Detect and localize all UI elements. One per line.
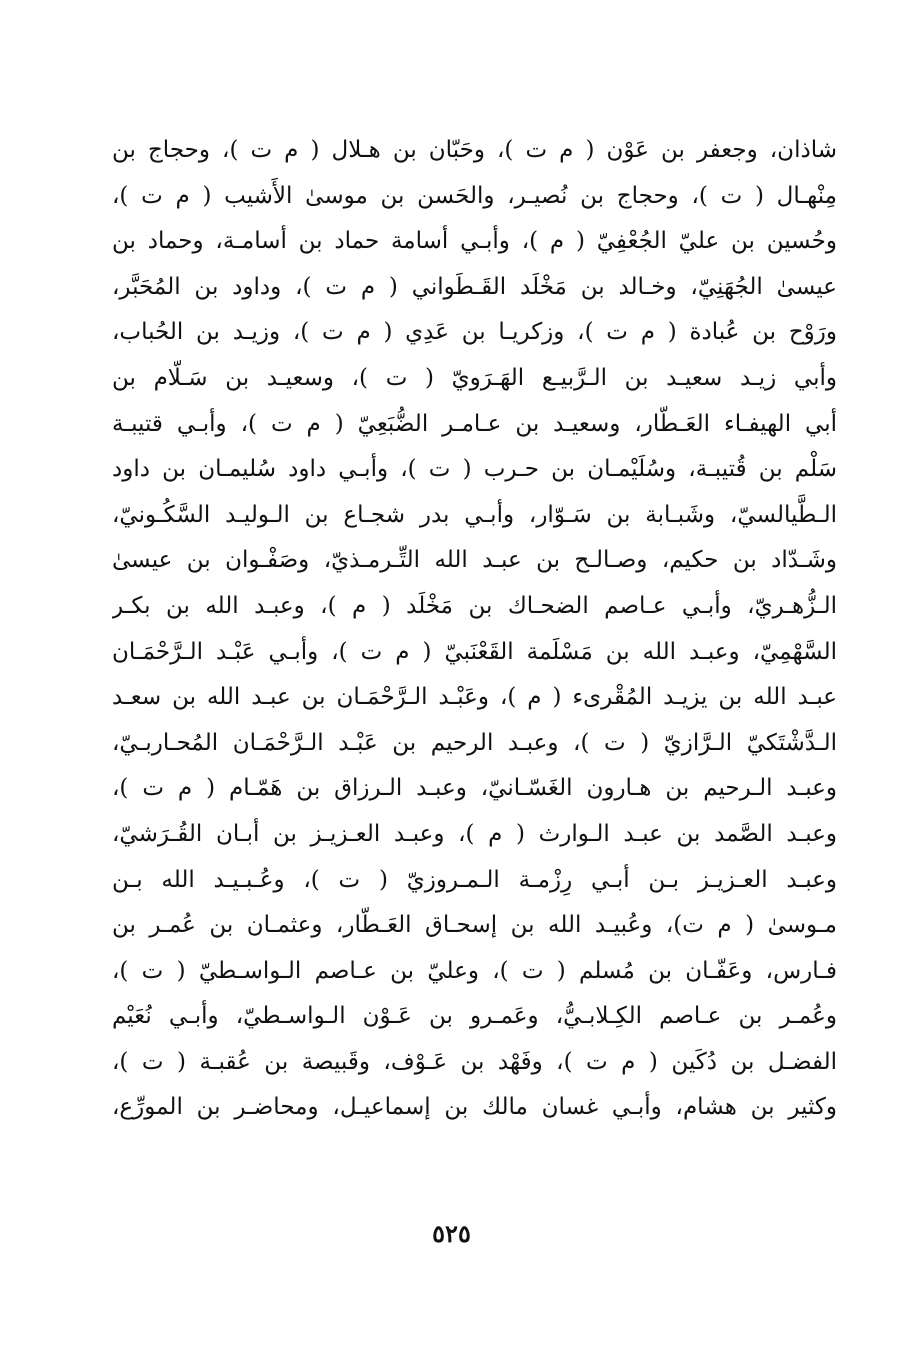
text-line: وعبـد العـزيـز بـن أبـي رِزْمـة الـمـروزيّ ( ت )، وعُـبـيـد الله بـن: [112, 866, 837, 893]
text-line: الفضـل بن دُكَين ( م ت )، وفَهْد بن عَـوْف، وقَبيصة بن عُقبـة ( ت )،: [112, 1048, 837, 1075]
text-line: وحُسين بن عليّ الجُعْفِيّ ( م )، وأبـي أسامة حماد بن أسامـة، وحماد بن: [112, 228, 837, 255]
text-line: وشَـدّاد بن حكيم، وصـالـح بن عبـد الله التِّـرمـذيّ، وصَفْـوان بن عيسىٰ: [112, 547, 837, 574]
text-line: فـارس، وعَفّـان بن مُسلم ( ت )، وعليّ بن عـاصم الـواسـطيّ ( ت )،: [112, 957, 837, 984]
text-line: وعبـد الـرحيم بن هـارون الغَسّـانيّ، وعبـد الـرزاق بن هَمّـام ( م ت )،: [112, 775, 837, 802]
text-line: مـوسىٰ ( م ت)، وعُبيـد الله بن إسحـاق العَـطّار، وعثمـان بن عُمـر بن: [112, 912, 837, 939]
text-line: عيسىٰ الجُهَنِيّ، وخـالد بن مَخْلَد القَـطَواني ( م ت )، وداود بن المُحَبَّر،: [112, 273, 837, 300]
text-line: شاذان، وجعفر بن عَوْن ( م ت )، وحَبّان بن هـلال ( م ت )، وحجاج بن: [112, 137, 837, 163]
body-text: [112, 128, 837, 1131]
text-line: مِنْهـال ( ت )، وحجاج بن نُصيـر، والحَسن بن موسىٰ الأَشيب ( م ت )،: [112, 182, 837, 209]
text-line: سَلْم بن قُتيبـة، وسُلَيْمـان بن حـرب ( ت )، وأبـي داود سُليمـان بن داود: [112, 456, 837, 483]
text-line: السَّهْمِيّ، وعبـد الله بن مَسْلَمة القَعْنَبيّ ( م ت )، وأبـي عَبْـد الـرَّحْمَـان: [112, 638, 837, 665]
text-line: وعُمـر بن عـاصم الكِـلابـيُّ، وعَمـرو بن عَـوْن الـواسـطيّ، وأبـي نُعَيْم: [112, 1003, 837, 1030]
text-line: وكثير بن هشام، وأبـي غسان مالك بن إسماعيـل، ومحاضـر بن المورِّع،: [112, 1094, 837, 1121]
text-line: أبي الهيفـاء العَـطّار، وسعيـد بن عـامـر الضُّبَعِيّ ( م ت )، وأبـي قتيبـة: [112, 410, 837, 437]
text-line: الـطَّيالسيّ، وشَبـابة بن سَـوّار، وأبـي بدر شجـاع بن الـوليـد السَّكُـونيّ،: [112, 501, 837, 528]
page-number: ٥٢٥: [432, 1219, 471, 1248]
text-line: عبـد الله بن يزيـد المُقْرىء ( م )، وعَبْـد الـرَّحْمَـان بن عبـد الله بن سعـد: [112, 684, 837, 711]
text-line: الـزُّهـريّ، وأبـي عـاصم الضحـاك بن مَخْلَد ( م )، وعبـد الله بن بكـر: [112, 592, 837, 619]
text-line: ورَوْح بن عُبادة ( م ت )، وزكريـا بن عَدِي ( م ت )، وزيـد بن الحُباب،: [112, 319, 837, 346]
text-line: وعبـد الصَّمد بن عبـد الـوارث ( م )، وعبـد العـزيـز بن أبـان القُـرَشيّ،: [112, 820, 837, 847]
text-line: وأبي زيـد سعيـد بن الـرَّبيـع الهَـرَويّ ( ت )، وسعيـد بن سَـلّام بن: [112, 364, 837, 391]
text-line: الـدَّشْتَكيّ الـرَّازيّ ( ت )، وعبـد الرحيم بن عَبْـد الـرَّحْمَـان المُحـاربـيّ،: [112, 729, 837, 756]
